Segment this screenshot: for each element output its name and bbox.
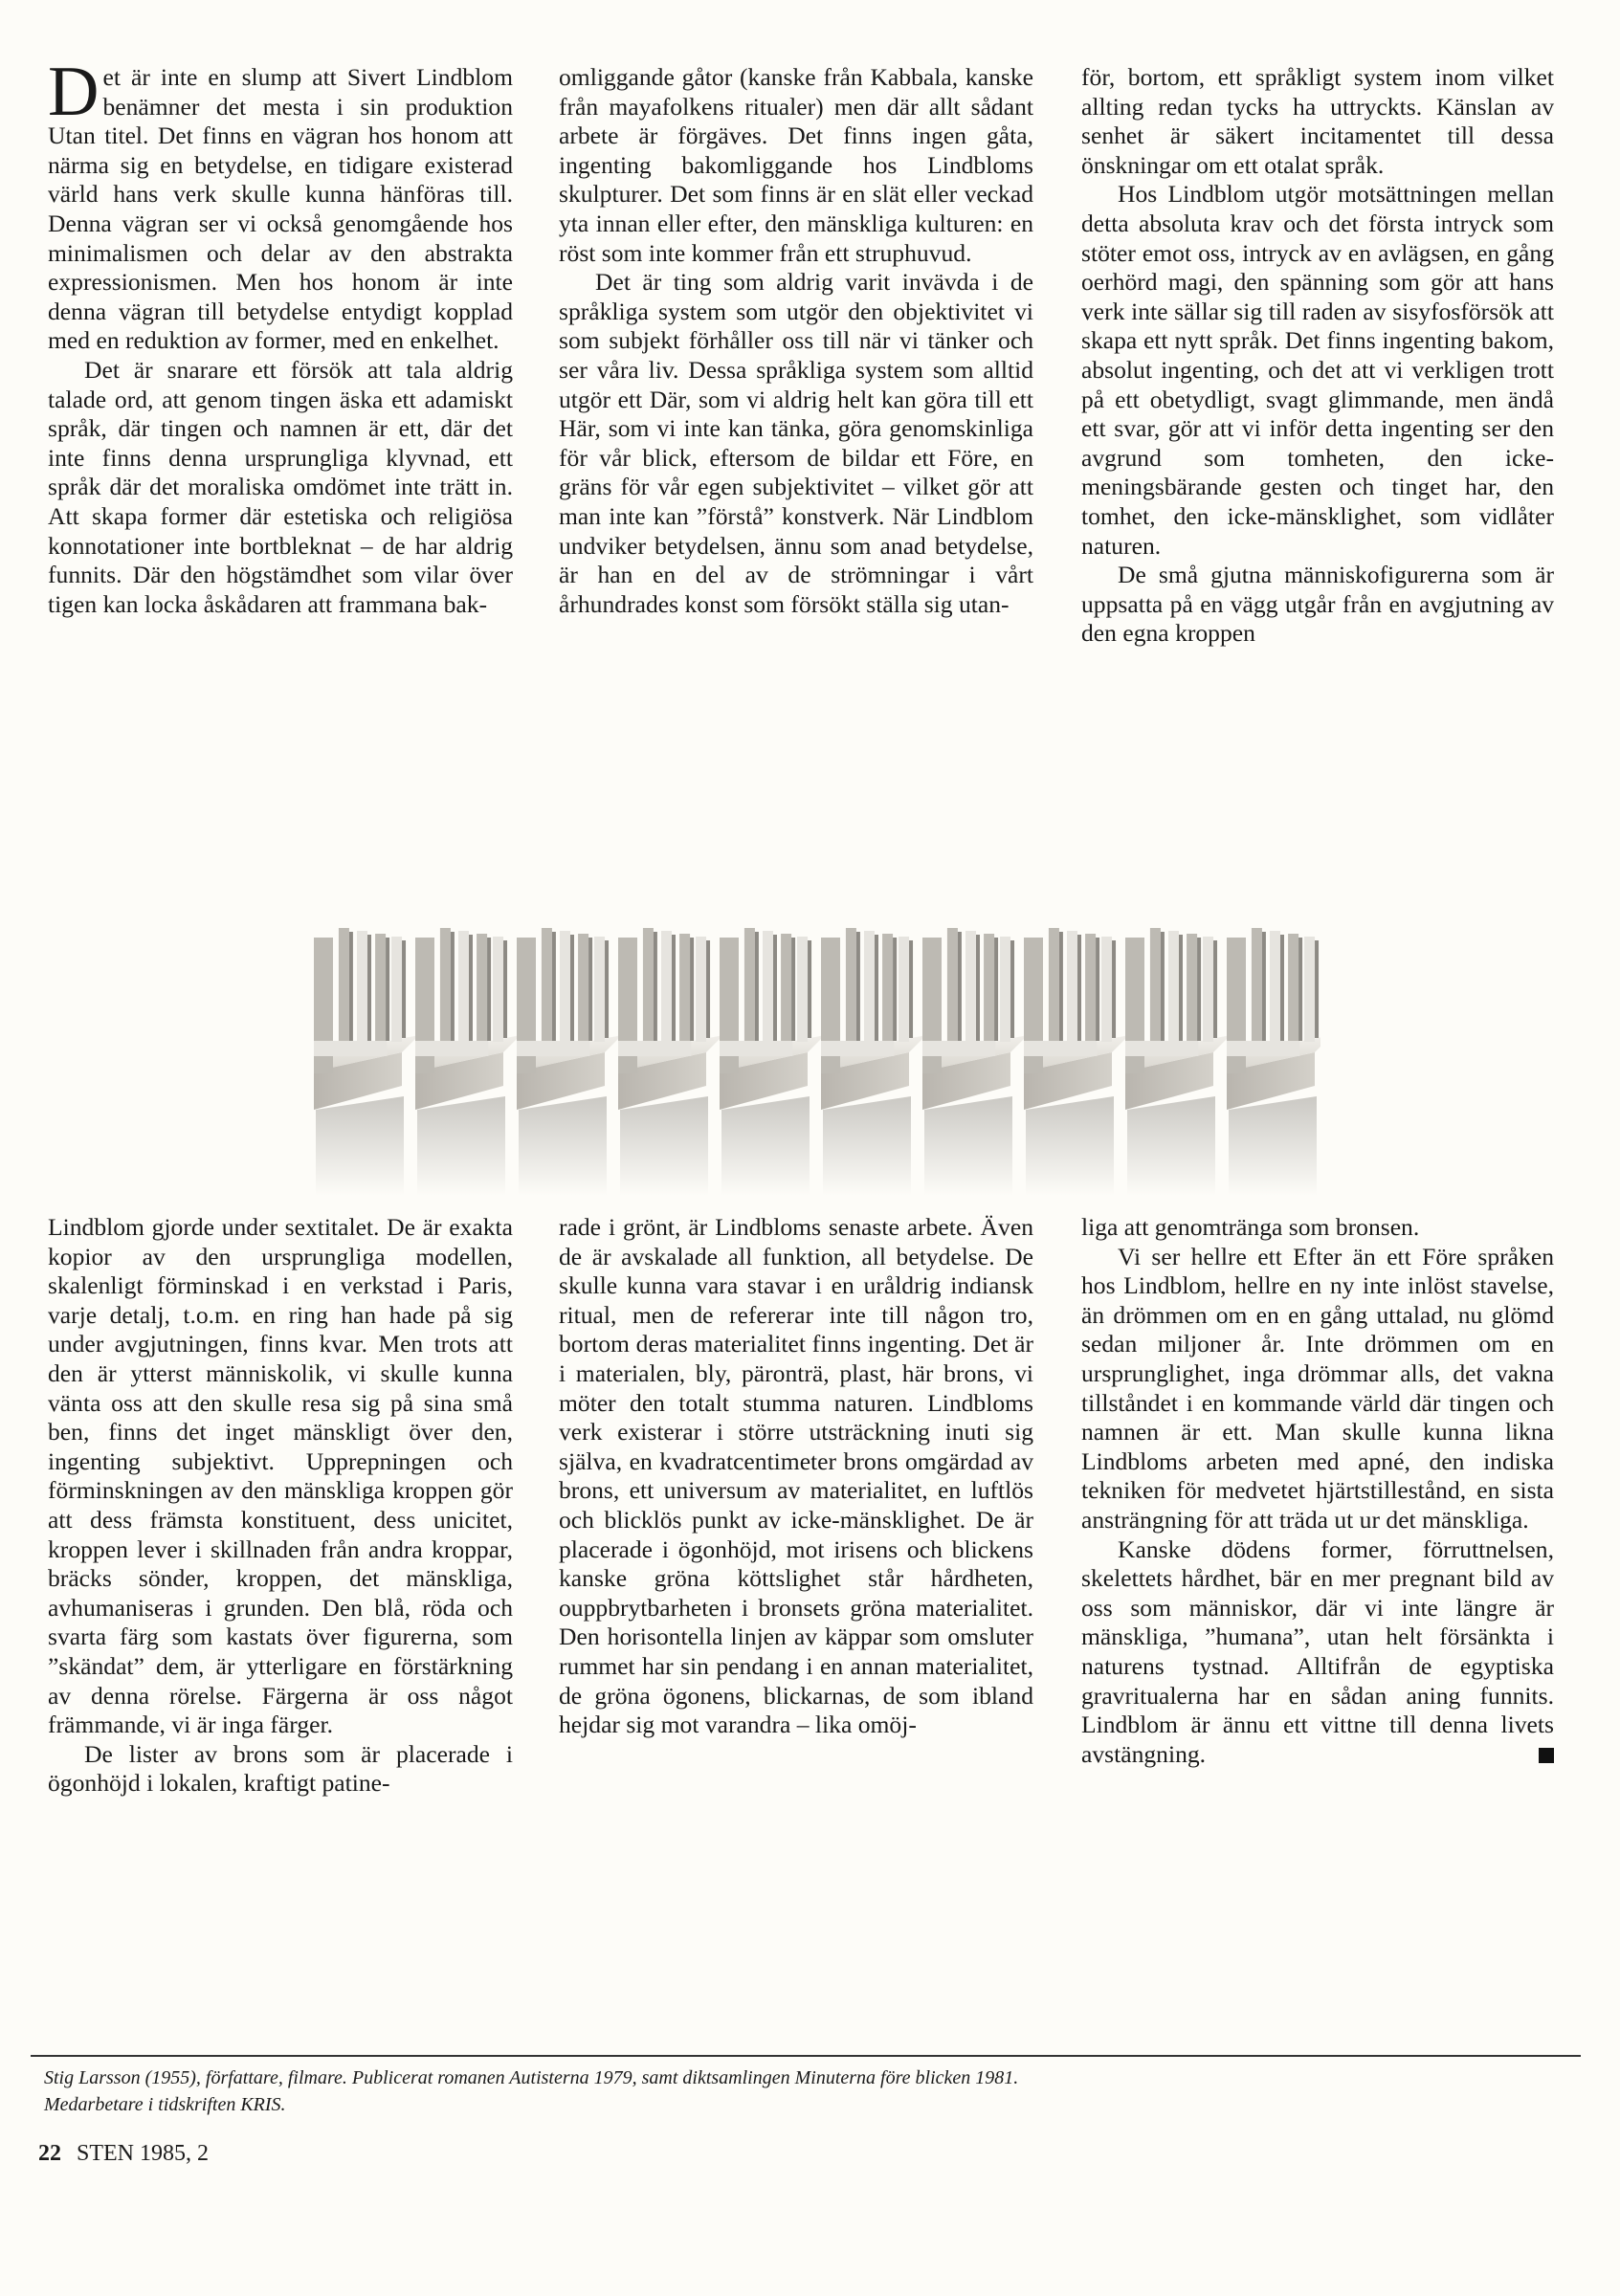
sculpture-prong [643, 928, 654, 1050]
paragraph: Det är snarare ett försök att tala aldrig talade ord, att genom tingen äska ett adamiskt språk, där tingen och namnen är ett, där det inte finns denna ursprungliga klyvnad, ett språk där det moraliska omdömet inte trätt in. Att skapa former där estetiska och religiösa konnotationer inte bortbleknat – de har aldrig funnits. Där den högstämdhet som vilar över tigen kan locka åskådaren att frammana bak- [48, 355, 513, 618]
paragraph: Vi ser hellre ett Efter än ett Före språken hos Lindblom, hellre en ny inte inlöst stavelse, än drömmen om en en gång uttalad, nu glömd sedan miljoner år. Inte drömmen om en ursprunglighet, inga drömmar alls, det vakna tillståndet i en kommande värld där tingen och namnen är ett. Man skulle kunna likna Lindbloms arbeten med apné, den indiska tekniken för medvetet hjärtstillestånd, en sista ansträngning för att träda ut ur det mänskliga. [1081, 1242, 1554, 1534]
sculpture-slab [415, 1041, 488, 1056]
sculpture-slab [314, 1041, 387, 1056]
sculpture-prong-shade [808, 940, 811, 1038]
sculpture-prong-shade [1059, 932, 1063, 1047]
sculpture-prong-shade [552, 932, 556, 1047]
sculpture-prong [696, 937, 706, 1042]
sculpture-prong [781, 934, 791, 1045]
sculpture-prong [542, 928, 552, 1050]
sculpture-prong-shade [893, 938, 897, 1041]
sculpture-prong-shade [349, 932, 353, 1047]
sculpture-prong-shade [672, 935, 676, 1044]
sculpture-prong-shade [690, 938, 694, 1041]
sculpture-unit [720, 928, 825, 1196]
sculpture-prong [1000, 937, 1010, 1042]
sculpture-prong-shade [1280, 935, 1284, 1044]
paragraph: för, bortom, ett språkligt system inom vilket allting redan tycks ha uttryckts. Känslan av senhet är säkert incitamentet till dessa önskningar om ett otalat språk. [1081, 63, 1554, 179]
sculpture-prong [391, 937, 402, 1042]
article-column-top-1 [48, 53, 513, 619]
paragraph [48, 53, 513, 356]
sculpture-unit [314, 928, 419, 1196]
page-footer [38, 2141, 209, 2167]
sculpture-shadow [1127, 1096, 1215, 1196]
sculpture-prong-shade [469, 935, 473, 1044]
sculpture-prong-shade [706, 940, 710, 1038]
sculpture-prong-shade [773, 935, 777, 1044]
sculpture-prong [797, 937, 808, 1042]
paragraph: De små gjutna människofigurerna som är uppsatta på en vägg utgår från en avgjutning av den egna kroppen [1081, 561, 1554, 648]
sculpture-unit [415, 928, 521, 1196]
sculpture-prong [594, 937, 605, 1042]
article-column-top-3 [1081, 63, 1554, 649]
sculpture-prong [458, 931, 469, 1048]
paragraph: rade i grönt, är Lindbloms senaste arbete. Även de är avskalade all funktion, all betydelse. De skulle kunna vara stavar i en uråldrig indiansk ritual, men de refererar inte till någon tro, bortom deras materialitet finns ingenting. Det är i materialen, bly, päronträ, plast, här brons, vi möter den totalt stumma naturen. Lindbloms verk existerar i större utsträckning inuti sig själva, en kvadratcentimeter brons omgärdad av brons, ett universum av materialitet, en luftlös och blicklös punkt av icke-mänsklighet. De är placerade i ögonhöjd, mot irisens och blickens kanske gröna köttslighet står hårdheten, ouppbrytbarheten i bronsets gröna materialitet. Den horisontella linjen av käppar som omsluter rummet har sin pendang i en annan materialitet, de gröna ögonens, blickarnas, de som ibland hejdar sig mot varandra – lika omöj- [559, 1213, 1033, 1739]
paragraph [1081, 1535, 1554, 1770]
sculpture-slab [517, 1041, 589, 1056]
sculpture-prong-shade [755, 932, 759, 1047]
article-column-bottom-3 [1081, 1213, 1554, 1769]
byline-line: Stig Larsson (1955), författare, filmare. Publicerat romanen Autisterna 1979, samt diktsamlingen Minuterna före blicken 1981. [44, 2067, 1019, 2088]
byline-divider [31, 2055, 1581, 2057]
sculpture-prong-shade [909, 940, 913, 1038]
sculpture-prong-shade [402, 940, 406, 1038]
sculpture-prong-shade [1197, 938, 1201, 1041]
sculpture-prong [661, 931, 672, 1048]
sculpture-prong [679, 934, 690, 1045]
sculpture-unit [517, 928, 622, 1196]
sculpture-prong [1304, 937, 1315, 1042]
sculpture-prong [1252, 928, 1262, 1050]
sculpture-prong-shade [1179, 935, 1183, 1044]
sculpture-prong [1203, 937, 1213, 1042]
sculpture-shadow [620, 1096, 708, 1196]
sculpture-shadow [823, 1096, 911, 1196]
author-byline [44, 2064, 1537, 2118]
sculpture-slab [1125, 1041, 1198, 1056]
sculpture-prong [882, 934, 893, 1045]
sculpture-unit [1024, 928, 1129, 1196]
article-column-top-2 [559, 63, 1033, 619]
sculpture-shadow [1229, 1096, 1317, 1196]
sculpture-prong [846, 928, 856, 1050]
sculpture-unit [821, 928, 926, 1196]
sculpture-prong [1270, 931, 1280, 1048]
paragraph-text: et är inte en slump att Sivert Lindblom benämner det mesta i sin produktion Utan titel. Det finns en vägran hos honom att närma sig en betydelse, en tidigare existerad värld hans verk skulle kunna hänföras till. Denna vägran ser vi också genomgående hos minimalismen och delar av den abstrakta expressionismen. Men hos honom är inte denna vägran till betydelse entydigt kopplad med en reduktion av former, med en enkelhet. [48, 63, 513, 355]
sculpture-slab [618, 1041, 691, 1056]
sculpture-slab [720, 1041, 792, 1056]
sculpture-prong-shade [451, 932, 455, 1047]
sculpture-prong [1085, 934, 1096, 1045]
sculpture-shadow [519, 1096, 607, 1196]
sculpture-slab [1024, 1041, 1097, 1056]
paragraph: Det är ting som aldrig varit invävda i de språkliga system som utgör den objektivitet vi som subjekt förhåller oss till när vi tänker och ser våra liv. Dessa språkliga system som alltid utgör ett Där, som vi aldrig helt kan göra till ett Här, som vi inte kan tänka, göra genomskinliga för vår blick, eftersom de bildar ett Före, en gräns för vår egen subjektivitet – vilket gör att man inte kan ”förstå” konstverk. När Lindblom undviker betydelsen, ännu som anad betydelse, är han en del av de strömningar i vårt århundrades konst som försökt ställa sig utan- [559, 268, 1033, 618]
sculpture-shadow [924, 1096, 1012, 1196]
paragraph: De lister av brons som är placerade i ögonhöjd i lokalen, kraftigt patine- [48, 1739, 513, 1798]
sculpture-prong-shade [1010, 940, 1014, 1038]
sculpture-prong-shade [1298, 938, 1302, 1041]
sculpture-prong [965, 931, 976, 1048]
sculpture-prong [899, 937, 909, 1042]
bronze-sculpture-image [306, 909, 1320, 1196]
sculpture-prong [477, 934, 487, 1045]
sculpture-prong [1150, 928, 1161, 1050]
sculpture-prong [560, 931, 570, 1048]
sculpture-prong-shade [1315, 940, 1319, 1038]
sculpture-slab [1227, 1041, 1299, 1056]
sculpture-prong-shade [1213, 940, 1217, 1038]
sculpture-prong-shade [1262, 932, 1266, 1047]
paragraph: liga att genomtränga som bronsen. [1081, 1213, 1420, 1241]
sculpture-unit [1227, 928, 1320, 1196]
sculpture-unit [922, 928, 1028, 1196]
sculpture-prong [1049, 928, 1059, 1050]
sculpture-prong [578, 934, 588, 1045]
sculpture-prong [763, 931, 773, 1048]
sculpture-prong-shade [791, 938, 795, 1041]
sculpture-prong [864, 931, 875, 1048]
drop-cap: D [48, 53, 100, 131]
sculpture-prong-shade [654, 932, 657, 1047]
sculpture-unit [618, 928, 723, 1196]
sculpture-unit [1125, 928, 1231, 1196]
sculpture-prong-shade [386, 938, 389, 1041]
sculpture-prong-shade [875, 935, 878, 1044]
sculpture-prong [339, 928, 349, 1050]
sculpture-prong [440, 928, 451, 1050]
sculpture-prong-shade [1112, 940, 1116, 1038]
sculpture-shadow [1026, 1096, 1114, 1196]
sculpture-prong-shade [367, 935, 371, 1044]
sculpture-prong-shade [1077, 935, 1081, 1044]
sculpture-prong-shade [605, 940, 609, 1038]
sculpture-prong [357, 931, 367, 1048]
paragraph-text: Kanske dödens former, förruttnelsen, skelettets hårdhet, bär en mer pregnant bild av oss som människor, där vi inte längre är mänskliga, ”humana”, utan helt försänkta i naturens tystnad. Alltifrån de egyptiska gravritualerna har en sådan aning funnits. Lindblom är ännu ett vittne till denna livets avstängning. [1081, 1534, 1554, 1768]
sculpture-prong [1067, 931, 1077, 1048]
sculpture-prong-shade [588, 938, 592, 1041]
article-column-bottom-1 [48, 1213, 513, 1799]
paragraph: omliggande gåtor (kanske från Kabbala, kanske från mayafolkens ritualer) men där allt sådant arbete är förgäves. Det finns ingen gåta, ingenting bakomliggande hos Lindbloms skulpturer. Det som finns är en slät eller veckad yta innan eller efter, den mänskliga kulturen: en röst som inte kommer från ett struphuvud. [559, 63, 1033, 267]
sculpture-prong-shade [994, 938, 998, 1041]
sculpture-shadow [316, 1096, 404, 1196]
sculpture-prong [1187, 934, 1197, 1045]
sculpture-prong [947, 928, 958, 1050]
sculpture-slab [922, 1041, 995, 1056]
sculpture-prong-shade [958, 932, 962, 1047]
sculpture-slab [821, 1041, 894, 1056]
sculpture-prong [1168, 931, 1179, 1048]
page-number: 22 [38, 2141, 61, 2166]
sculpture-prong-shade [570, 935, 574, 1044]
sculpture-prong-shade [487, 938, 491, 1041]
sculpture-prong [1288, 934, 1298, 1045]
sculpture-prong [493, 937, 503, 1042]
paragraph: Lindblom gjorde under sextitalet. De är exakta kopior av den ursprungliga modellen, skalenligt förminskad i en verkstad i Paris, varje detalj, t.o.m. en ring han hade på sig under avgjutningen, finns kvar. Men trots att den är ytterst människolik, vi skulle kunna vänta oss att den skulle resa sig på sina små ben, finns det inget mänskligt över den, ingenting subjektivt. Upprepningen och förminskningen av den mänskliga kroppen gör att dess främsta konstituent, dess unicitet, kroppen lever i skillnaden från andra kroppar, bräcks sönder, kroppen, det mänskliga, avhumaniseras i grunden. Den blå, röda och svarta färg som kastats över figurerna, som ”skändat” dem, är ytterligare en förstärkning av denna rörelse. Färgerna är oss något främmande, vi är inga färger. [48, 1213, 513, 1739]
sculpture-prong-shade [1161, 932, 1165, 1047]
sculpture-prong-shade [856, 932, 860, 1047]
sculpture-prong-shade [976, 935, 980, 1044]
sculpture-prong [375, 934, 386, 1045]
sculpture-shadow [721, 1096, 810, 1196]
paragraph: Hos Lindblom utgör motsättningen mellan detta absoluta krav och det första intryck som stöter emot oss, intryck av en avlägsen, en gång oerhörd magi, den spänning som gör att hans verk inte sällar sig till raden av sisyfosförsök att skapa ett nytt språk. Det finns ingenting bakom, absolut ingenting, och det att vi verkligen trott på ett obetydligt, svagt glimmande, men ändå ett svar, gör att vi inför detta ingenting ser den avgrund som tomheten, den icke-meningsbärande gesten och tinget har, den tomhet, den icke-mänsklighet, som vidlåter naturen. [1081, 180, 1554, 560]
sculpture-prong [744, 928, 755, 1050]
sculpture-shadow [417, 1096, 505, 1196]
byline-line: Medarbetare i tidskriften KRIS. [44, 2094, 286, 2115]
sculpture-prong [984, 934, 994, 1045]
sculpture-prong [1101, 937, 1112, 1042]
article-column-bottom-2 [559, 1213, 1033, 1740]
sculpture-prong-shade [1096, 938, 1099, 1041]
end-mark-icon [1539, 1748, 1554, 1763]
sculpture-prong-shade [503, 940, 507, 1038]
publication-name: STEN 1985, 2 [77, 2141, 209, 2166]
